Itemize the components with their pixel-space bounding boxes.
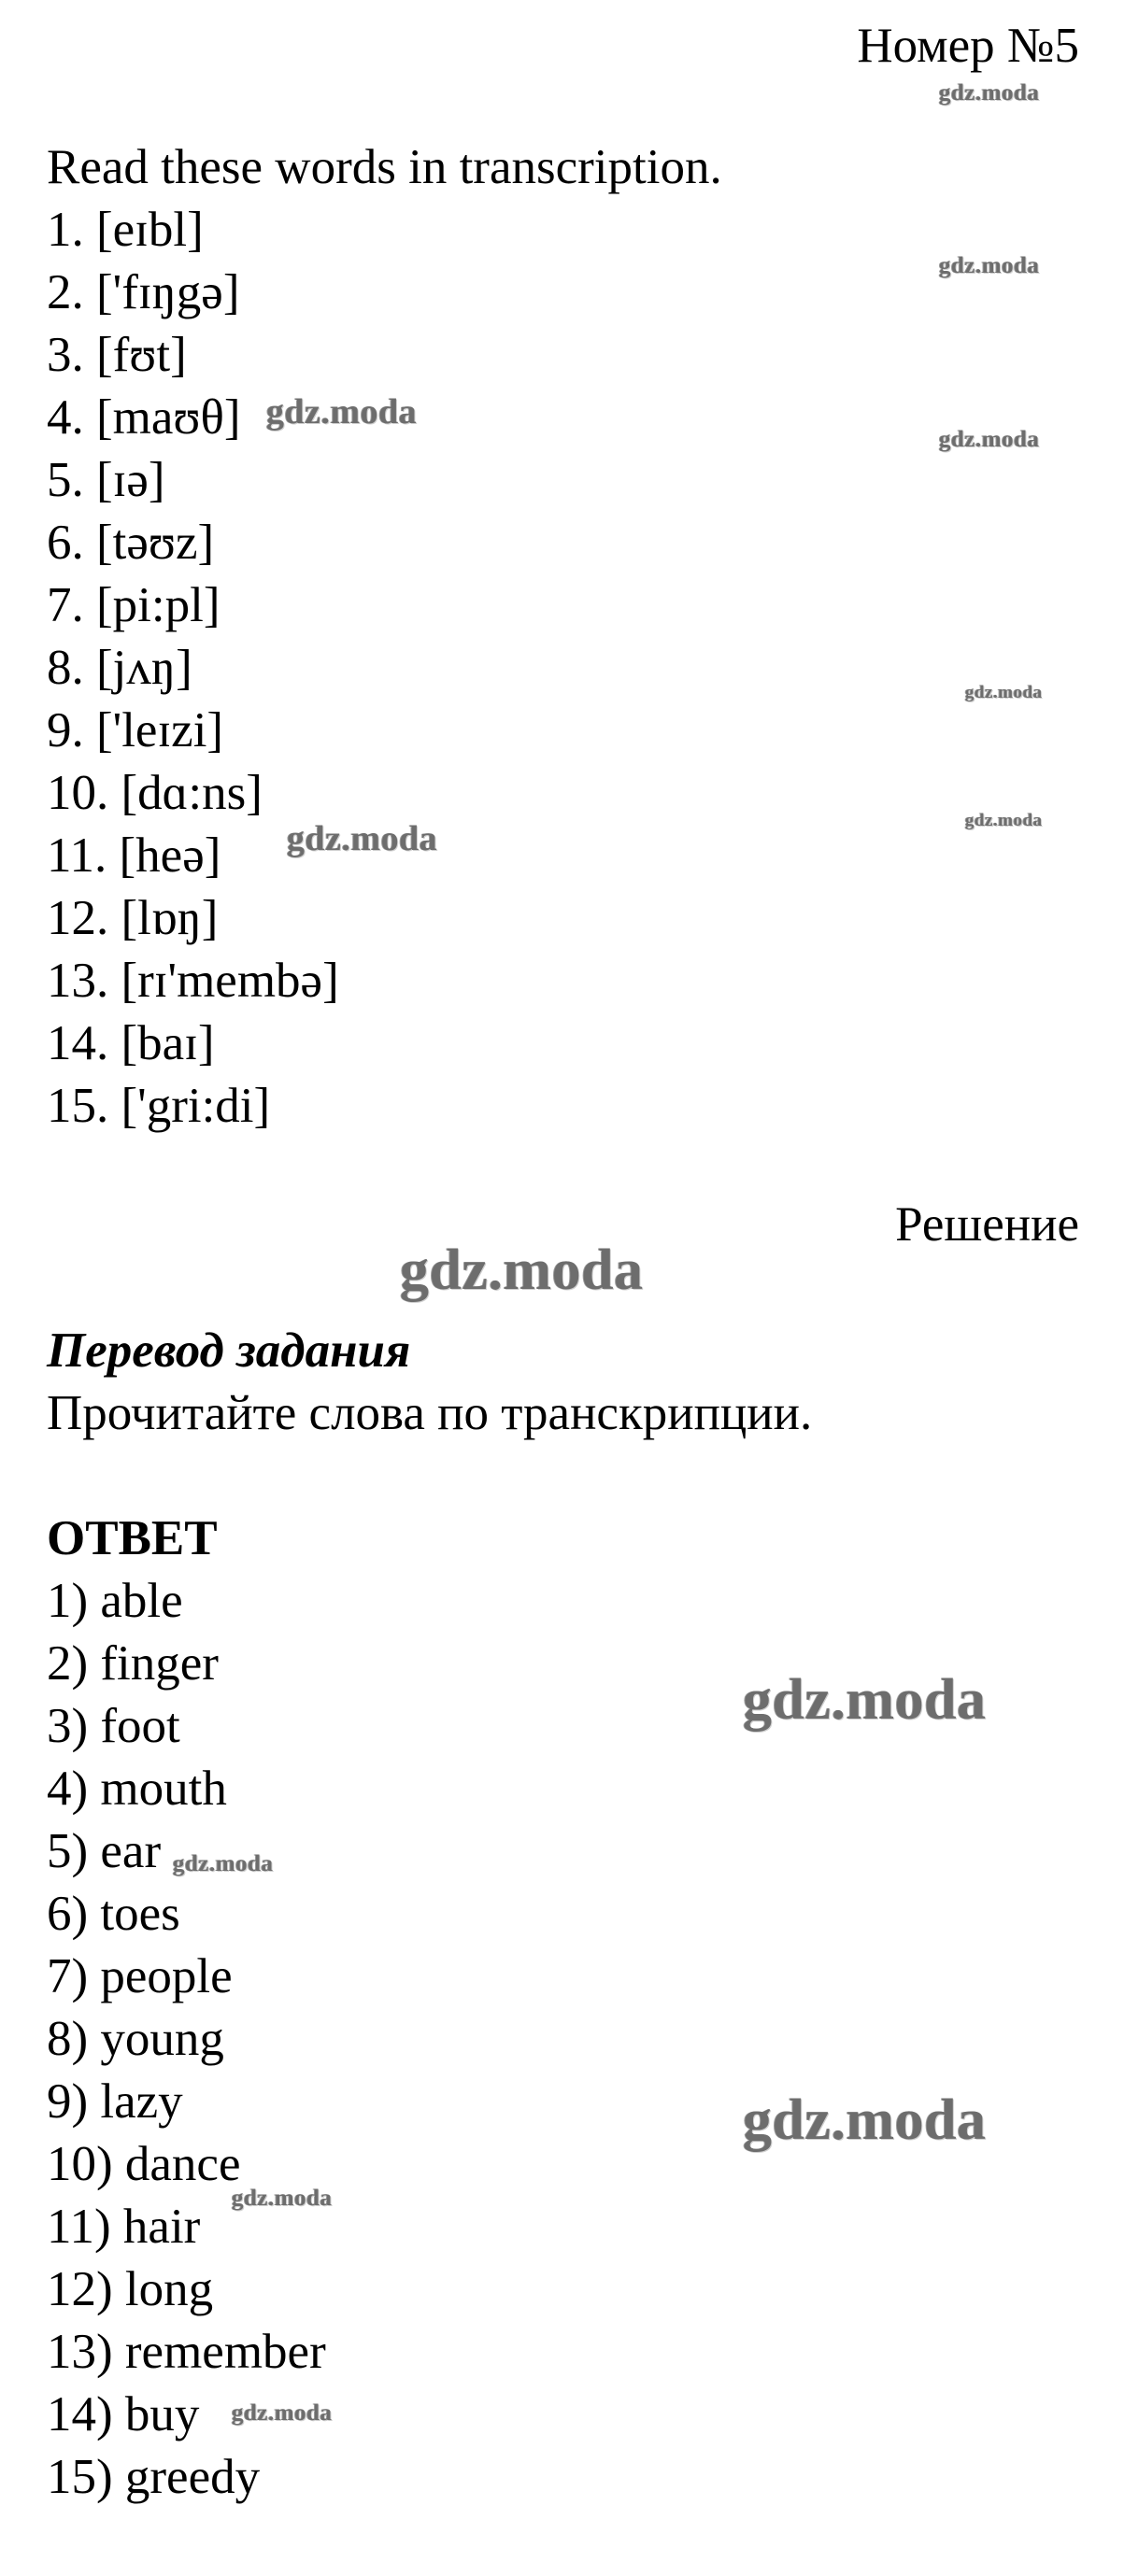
watermark: gdz.moda: [743, 1668, 987, 1732]
transcription-item: 12. [lɒŋ]: [47, 891, 219, 945]
transcription-item: 14. [baɪ]: [47, 1016, 215, 1070]
watermark: gdz.moda: [287, 819, 438, 858]
answer-heading: ОТВЕТ: [47, 1511, 218, 1565]
answer-item: 12) long: [47, 2262, 214, 2316]
watermark: gdz.moda: [939, 253, 1040, 278]
answer-item: 6) toes: [47, 1887, 180, 1941]
answer-item: 11) hair: [47, 2200, 201, 2254]
watermark: gdz.moda: [232, 2186, 333, 2211]
translation-heading: Перевод задания: [47, 1323, 411, 1378]
transcription-item: 6. [təʊz]: [47, 516, 215, 570]
transcription-item: 1. [eɪbl]: [47, 203, 204, 257]
answer-item: 4) mouth: [47, 1762, 227, 1816]
translation-text: Прочитайте слова по транскрипции.: [47, 1386, 813, 1440]
answer-item: 8) young: [47, 2012, 224, 2066]
transcription-item: 9. ['leɪzi]: [47, 703, 224, 757]
watermark: gdz.moda: [939, 427, 1040, 452]
transcription-item: 3. [fʊt]: [47, 328, 187, 382]
solution-label: Решение: [895, 1197, 1079, 1252]
transcription-item: 8. [jʌŋ]: [47, 641, 192, 695]
watermark: gdz.moda: [965, 811, 1043, 830]
watermark: gdz.moda: [232, 2400, 333, 2426]
transcription-item: 2. ['fɪŋgə]: [47, 265, 240, 319]
answer-item: 14) buy: [47, 2387, 200, 2442]
watermark: gdz.moda: [743, 2088, 987, 2152]
answer-item: 2) finger: [47, 1636, 219, 1691]
answer-item: 5) ear: [47, 1824, 162, 1878]
answer-item: 3) foot: [47, 1699, 180, 1753]
answer-item: 13) remember: [47, 2325, 326, 2379]
watermark: gdz.moda: [173, 1851, 274, 1876]
transcription-item: 10. [dɑ:ns]: [47, 766, 263, 820]
transcription-item: 11. [heə]: [47, 828, 221, 883]
watermark: gdz.moda: [939, 80, 1040, 106]
transcription-item: 13. [rɪ'membə]: [47, 954, 339, 1008]
task-instruction: Read these words in transcription.: [47, 140, 722, 194]
transcription-item: 4. [maʊθ]: [47, 390, 241, 445]
answer-item: 15) greedy: [47, 2450, 261, 2504]
transcription-item: 15. ['gri:di]: [47, 1079, 271, 1133]
answer-item: 7) people: [47, 1949, 233, 2003]
watermark: gdz.moda: [965, 683, 1043, 702]
page-title: Номер №5: [857, 19, 1079, 73]
transcription-item: 5. [ɪə]: [47, 453, 165, 507]
answer-item: 9) lazy: [47, 2074, 183, 2129]
watermark: gdz.moda: [400, 1238, 644, 1302]
answer-item: 10) dance: [47, 2137, 241, 2191]
answer-item: 1) able: [47, 1574, 183, 1628]
watermark: gdz.moda: [266, 392, 418, 432]
transcription-item: 7. [pi:pl]: [47, 578, 221, 632]
